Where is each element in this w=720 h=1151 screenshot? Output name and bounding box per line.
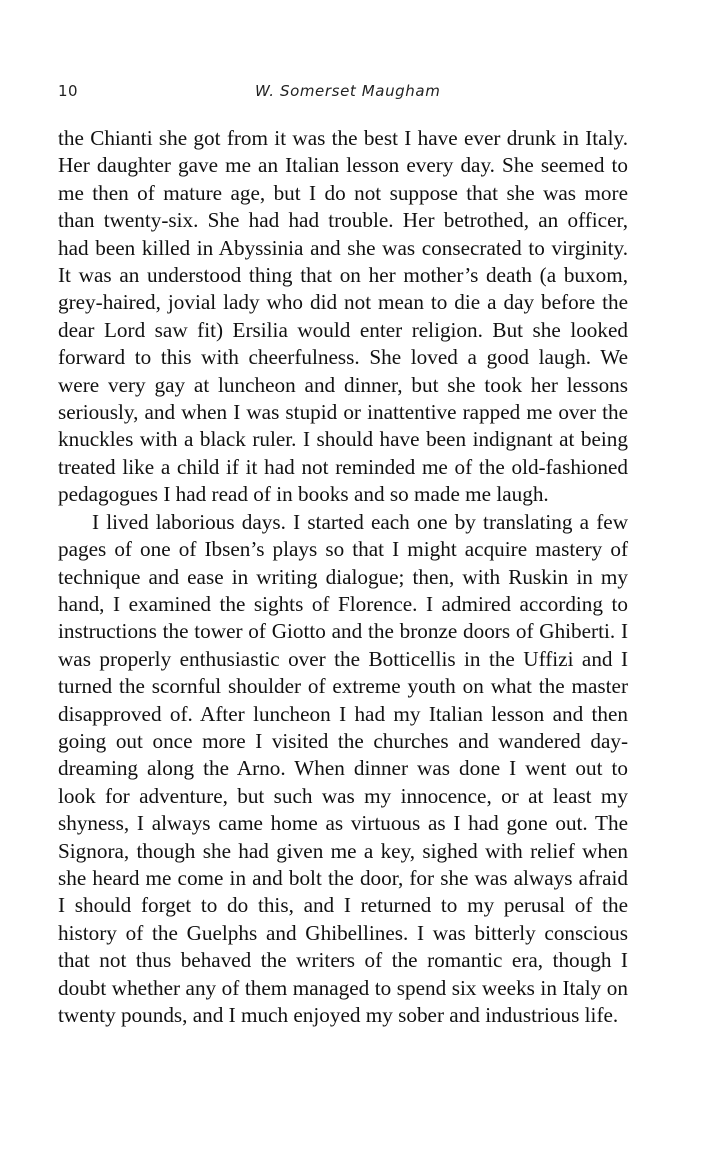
running-title: W. Somerset Maugham	[255, 82, 441, 100]
running-head	[58, 82, 628, 106]
body-text	[58, 125, 628, 1029]
page-number: 10	[58, 82, 79, 100]
paragraph: I lived laborious days. I started each one by translating a few pages of one of Ibsen’s plays so that I might acquire mastery of technique and ease in writing dialogue; then, with Ruskin in my hand, I examined the sights of Florence. I admired according to instructions the tower of Giotto and the bronze doors of Ghiberti. I was properly enthusiastic over the Botticellis in the Uffizi and I turned the scornful shoulder of extreme youth on what the master disapproved of. After luncheon I had my Italian lesson and then going out once more I visited the churches and wandered day-dreaming along the Arno. When dinner was done I went out to look for adventure, but such was my innocence, or at least my shyness, I always came home as virtuous as I had gone out. The Signora, though she had given me a key, sighed with relief when she heard me come in and bolt the door, for she was always afraid I should forget to do this, and I returned to my perusal of the history of the Guelphs and Ghibellines. I was bitterly conscious that not thus behaved the writers of the romantic era, though I doubt whether any of them managed to spend six weeks in Italy on twenty pounds, and I much enjoyed my sober and industrious life.	[58, 509, 628, 1027]
paragraph-continued: the Chianti she got from it was the best I have ever drunk in Italy. Her daughter gave me an Italian lesson every day. She seemed to me then of mature age, but I do not suppose that she was more than twenty-six. She had had trouble. Her betrothed, an officer, had been killed in Abyssinia and she was consecrated to virginity. It was an understood thing that on her mother’s death (a buxom, grey-haired, jovial lady who did not mean to die a day before the dear Lord saw fit) Ersilia would enter religion. But she looked forward to this with cheerfulness. She loved a good laugh. We were very gay at luncheon and dinner, but she took her lessons seriously, and when I was stupid or inattentive rapped me over the knuckles with a black ruler. I should have been indignant at being treated like a child if it had not reminded me of the old-fashioned pedagogues I had read of in books and so made me laugh.	[58, 126, 628, 507]
